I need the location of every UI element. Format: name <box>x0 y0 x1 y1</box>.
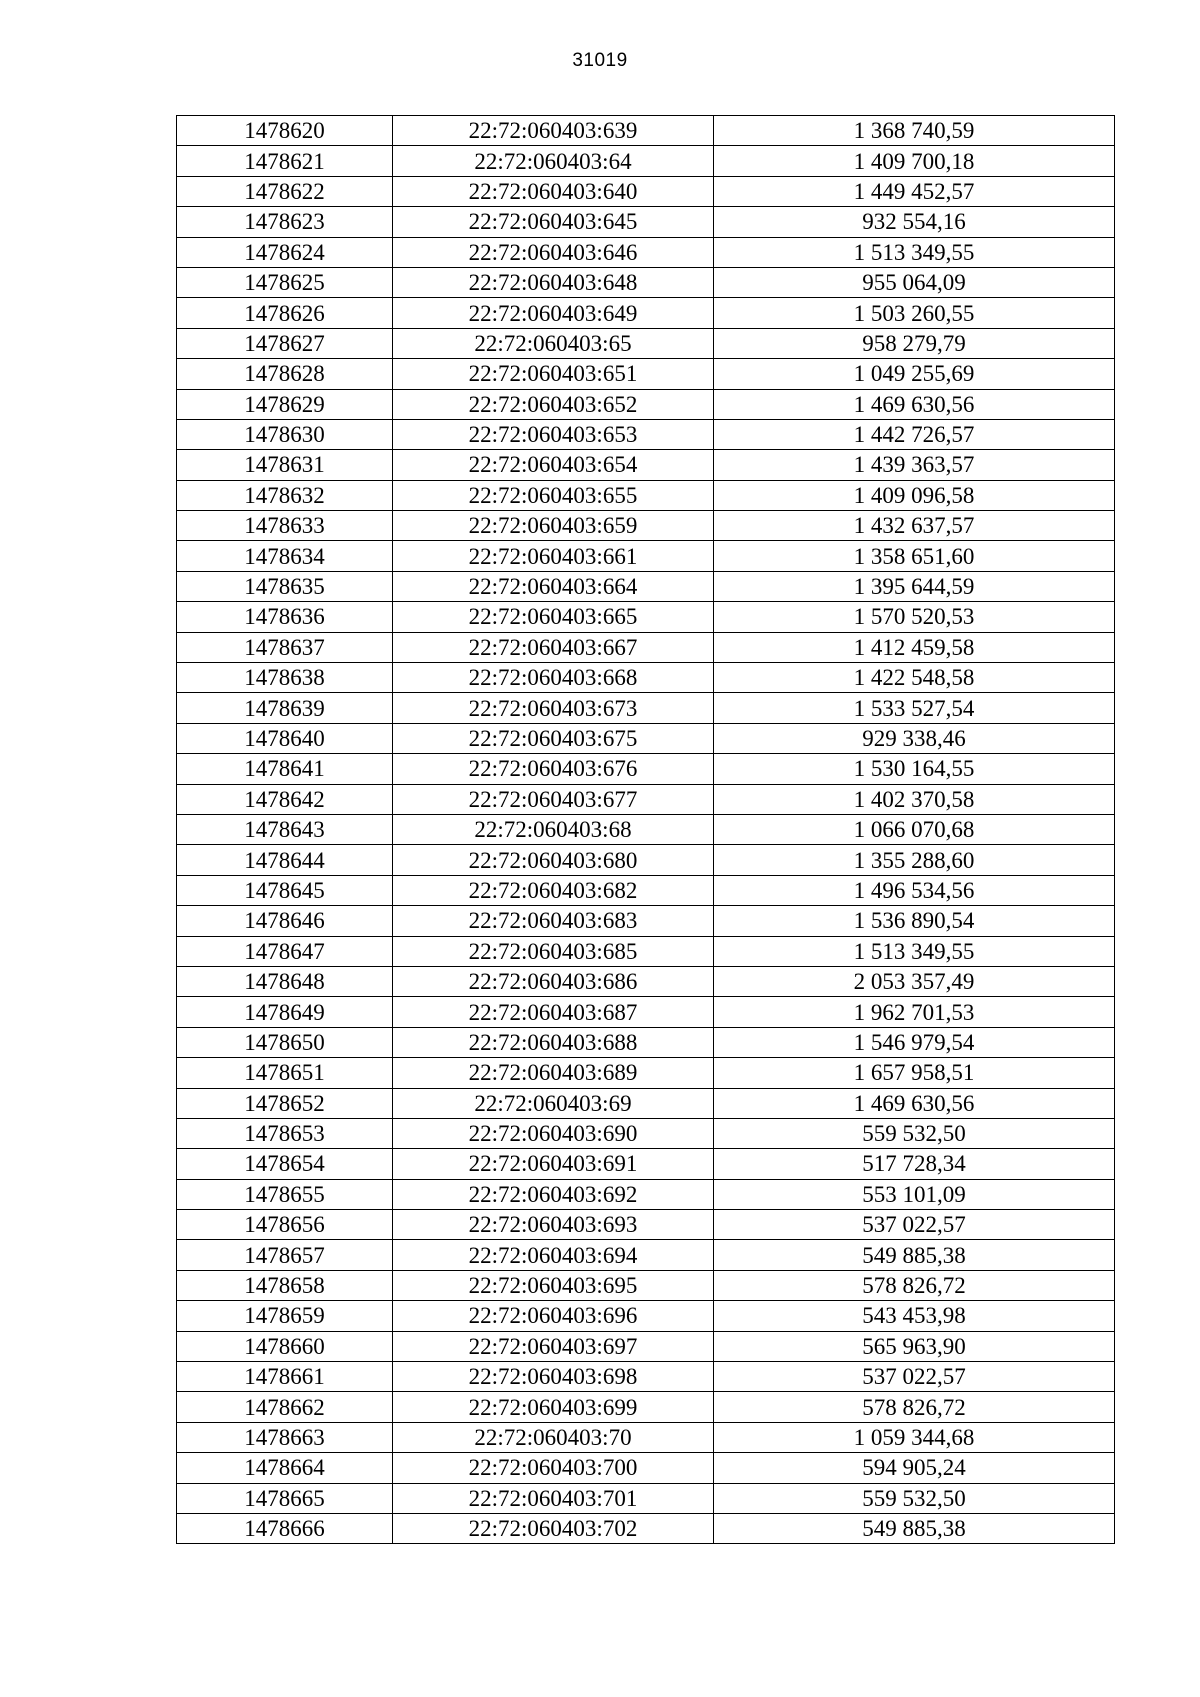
cadastral-number-cell: 22:72:060403:683 <box>393 906 714 936</box>
cadastral-number-cell: 22:72:060403:701 <box>393 1483 714 1513</box>
cadastral-number-cell: 22:72:060403:690 <box>393 1118 714 1148</box>
record-number-cell: 1478653 <box>177 1118 393 1148</box>
value-cell: 1 503 260,55 <box>714 298 1115 328</box>
value-cell: 549 885,38 <box>714 1240 1115 1270</box>
cadastral-number-cell: 22:72:060403:659 <box>393 511 714 541</box>
record-number-cell: 1478635 <box>177 571 393 601</box>
cadastral-number-cell: 22:72:060403:665 <box>393 602 714 632</box>
value-cell: 955 064,09 <box>714 267 1115 297</box>
cadastral-number-cell: 22:72:060403:698 <box>393 1362 714 1392</box>
table-row <box>177 784 1115 814</box>
cadastral-number-cell: 22:72:060403:675 <box>393 723 714 753</box>
record-number-cell: 1478638 <box>177 663 393 693</box>
record-number-cell: 1478643 <box>177 814 393 844</box>
record-number-cell: 1478655 <box>177 1179 393 1209</box>
record-number-cell: 1478647 <box>177 936 393 966</box>
cadastral-number-cell: 22:72:060403:68 <box>393 814 714 844</box>
cadastral-number-cell: 22:72:060403:648 <box>393 267 714 297</box>
value-cell: 932 554,16 <box>714 207 1115 237</box>
record-number-cell: 1478640 <box>177 723 393 753</box>
record-number-cell: 1478628 <box>177 359 393 389</box>
table-row <box>177 116 1115 146</box>
value-cell: 1 442 726,57 <box>714 419 1115 449</box>
cadastral-number-cell: 22:72:060403:64 <box>393 146 714 176</box>
table-row <box>177 906 1115 936</box>
table-row <box>177 814 1115 844</box>
record-number-cell: 1478656 <box>177 1210 393 1240</box>
cadastral-number-cell: 22:72:060403:693 <box>393 1210 714 1240</box>
value-cell: 1 402 370,58 <box>714 784 1115 814</box>
cadastral-number-cell: 22:72:060403:652 <box>393 389 714 419</box>
cadastral-number-cell: 22:72:060403:689 <box>393 1058 714 1088</box>
value-cell: 1 066 070,68 <box>714 814 1115 844</box>
cadastral-number-cell: 22:72:060403:692 <box>393 1179 714 1209</box>
value-cell: 537 022,57 <box>714 1362 1115 1392</box>
value-cell: 578 826,72 <box>714 1392 1115 1422</box>
table-row <box>177 997 1115 1027</box>
table-row <box>177 1453 1115 1483</box>
cadastral-number-cell: 22:72:060403:640 <box>393 176 714 206</box>
table-row <box>177 1058 1115 1088</box>
value-cell: 1 049 255,69 <box>714 359 1115 389</box>
record-number-cell: 1478629 <box>177 389 393 419</box>
table-row <box>177 1179 1115 1209</box>
value-cell: 1 962 701,53 <box>714 997 1115 1027</box>
table-row <box>177 936 1115 966</box>
data-table <box>176 115 1115 1544</box>
record-number-cell: 1478666 <box>177 1513 393 1543</box>
cadastral-number-cell: 22:72:060403:686 <box>393 966 714 996</box>
record-number-cell: 1478642 <box>177 784 393 814</box>
table-row <box>177 693 1115 723</box>
record-number-cell: 1478622 <box>177 176 393 206</box>
record-number-cell: 1478620 <box>177 116 393 146</box>
table-row <box>177 450 1115 480</box>
cadastral-number-cell: 22:72:060403:688 <box>393 1027 714 1057</box>
value-cell: 1 496 534,56 <box>714 875 1115 905</box>
value-cell: 1 358 651,60 <box>714 541 1115 571</box>
table-row <box>177 237 1115 267</box>
cadastral-number-cell: 22:72:060403:649 <box>393 298 714 328</box>
value-cell: 553 101,09 <box>714 1179 1115 1209</box>
cadastral-number-cell: 22:72:060403:668 <box>393 663 714 693</box>
value-cell: 543 453,98 <box>714 1301 1115 1331</box>
value-cell: 1 422 548,58 <box>714 663 1115 693</box>
record-number-cell: 1478651 <box>177 1058 393 1088</box>
table-row <box>177 1362 1115 1392</box>
table-row <box>177 571 1115 601</box>
table-row <box>177 754 1115 784</box>
cadastral-number-cell: 22:72:060403:682 <box>393 875 714 905</box>
table-row <box>177 480 1115 510</box>
record-number-cell: 1478632 <box>177 480 393 510</box>
table-row <box>177 602 1115 632</box>
cadastral-number-cell: 22:72:060403:653 <box>393 419 714 449</box>
record-number-cell: 1478657 <box>177 1240 393 1270</box>
value-cell: 1 395 644,59 <box>714 571 1115 601</box>
value-cell: 1 059 344,68 <box>714 1422 1115 1452</box>
cadastral-number-cell: 22:72:060403:664 <box>393 571 714 601</box>
record-number-cell: 1478649 <box>177 997 393 1027</box>
record-number-cell: 1478633 <box>177 511 393 541</box>
cadastral-number-cell: 22:72:060403:700 <box>393 1453 714 1483</box>
value-cell: 1 409 700,18 <box>714 146 1115 176</box>
record-number-cell: 1478659 <box>177 1301 393 1331</box>
table-row <box>177 1331 1115 1361</box>
record-number-cell: 1478650 <box>177 1027 393 1057</box>
value-cell: 1 469 630,56 <box>714 389 1115 419</box>
record-number-cell: 1478658 <box>177 1270 393 1300</box>
record-number-cell: 1478660 <box>177 1331 393 1361</box>
value-cell: 1 469 630,56 <box>714 1088 1115 1118</box>
record-number-cell: 1478652 <box>177 1088 393 1118</box>
table-row <box>177 845 1115 875</box>
value-cell: 958 279,79 <box>714 328 1115 358</box>
record-number-cell: 1478664 <box>177 1453 393 1483</box>
record-number-cell: 1478665 <box>177 1483 393 1513</box>
value-cell: 1 513 349,55 <box>714 237 1115 267</box>
table-row <box>177 1088 1115 1118</box>
record-number-cell: 1478630 <box>177 419 393 449</box>
table-row <box>177 663 1115 693</box>
table-row <box>177 419 1115 449</box>
record-number-cell: 1478634 <box>177 541 393 571</box>
table-row <box>177 723 1115 753</box>
table-row <box>177 146 1115 176</box>
cadastral-number-cell: 22:72:060403:654 <box>393 450 714 480</box>
value-cell: 559 532,50 <box>714 1118 1115 1148</box>
value-cell: 1 533 527,54 <box>714 693 1115 723</box>
cadastral-number-cell: 22:72:060403:695 <box>393 1270 714 1300</box>
value-cell: 565 963,90 <box>714 1331 1115 1361</box>
cadastral-number-cell: 22:72:060403:667 <box>393 632 714 662</box>
cadastral-number-cell: 22:72:060403:639 <box>393 116 714 146</box>
table-row <box>177 176 1115 206</box>
value-cell: 1 513 349,55 <box>714 936 1115 966</box>
cadastral-number-cell: 22:72:060403:699 <box>393 1392 714 1422</box>
record-number-cell: 1478623 <box>177 207 393 237</box>
cadastral-number-cell: 22:72:060403:691 <box>393 1149 714 1179</box>
record-number-cell: 1478626 <box>177 298 393 328</box>
table-row <box>177 359 1115 389</box>
table-row <box>177 1422 1115 1452</box>
value-cell: 549 885,38 <box>714 1513 1115 1543</box>
value-cell: 1 368 740,59 <box>714 116 1115 146</box>
value-cell: 1 412 459,58 <box>714 632 1115 662</box>
cadastral-number-cell: 22:72:060403:651 <box>393 359 714 389</box>
record-number-cell: 1478662 <box>177 1392 393 1422</box>
value-cell: 578 826,72 <box>714 1270 1115 1300</box>
cadastral-number-cell: 22:72:060403:673 <box>393 693 714 723</box>
page-number: 31019 <box>572 50 628 71</box>
value-cell: 1 536 890,54 <box>714 906 1115 936</box>
cadastral-number-cell: 22:72:060403:676 <box>393 754 714 784</box>
cadastral-number-cell: 22:72:060403:646 <box>393 237 714 267</box>
value-cell: 594 905,24 <box>714 1453 1115 1483</box>
value-cell: 1 439 363,57 <box>714 450 1115 480</box>
cadastral-number-cell: 22:72:060403:694 <box>393 1240 714 1270</box>
table-row <box>177 1270 1115 1300</box>
value-cell: 1 657 958,51 <box>714 1058 1115 1088</box>
record-number-cell: 1478644 <box>177 845 393 875</box>
table-body <box>177 116 1115 1544</box>
cadastral-number-cell: 22:72:060403:702 <box>393 1513 714 1543</box>
table-row <box>177 1513 1115 1543</box>
table-row <box>177 1483 1115 1513</box>
cadastral-number-cell: 22:72:060403:696 <box>393 1301 714 1331</box>
table-row <box>177 389 1115 419</box>
table-row <box>177 1301 1115 1331</box>
cadastral-number-cell: 22:72:060403:680 <box>393 845 714 875</box>
table-row <box>177 207 1115 237</box>
value-cell: 1 546 979,54 <box>714 1027 1115 1057</box>
value-cell: 1 570 520,53 <box>714 602 1115 632</box>
value-cell: 559 532,50 <box>714 1483 1115 1513</box>
cadastral-number-cell: 22:72:060403:685 <box>393 936 714 966</box>
record-number-cell: 1478621 <box>177 146 393 176</box>
record-number-cell: 1478637 <box>177 632 393 662</box>
table-row <box>177 541 1115 571</box>
value-cell: 2 053 357,49 <box>714 966 1115 996</box>
cadastral-number-cell: 22:72:060403:655 <box>393 480 714 510</box>
table-row <box>177 328 1115 358</box>
record-number-cell: 1478654 <box>177 1149 393 1179</box>
cadastral-number-cell: 22:72:060403:677 <box>393 784 714 814</box>
cadastral-number-cell: 22:72:060403:687 <box>393 997 714 1027</box>
table-row <box>177 267 1115 297</box>
record-number-cell: 1478641 <box>177 754 393 784</box>
table-row <box>177 1240 1115 1270</box>
value-cell: 1 530 164,55 <box>714 754 1115 784</box>
record-number-cell: 1478645 <box>177 875 393 905</box>
record-number-cell: 1478636 <box>177 602 393 632</box>
cadastral-number-cell: 22:72:060403:65 <box>393 328 714 358</box>
table-row <box>177 632 1115 662</box>
record-number-cell: 1478631 <box>177 450 393 480</box>
record-number-cell: 1478627 <box>177 328 393 358</box>
value-cell: 1 432 637,57 <box>714 511 1115 541</box>
table-row <box>177 1027 1115 1057</box>
cadastral-number-cell: 22:72:060403:661 <box>393 541 714 571</box>
value-cell: 517 728,34 <box>714 1149 1115 1179</box>
table-row <box>177 875 1115 905</box>
table-row <box>177 966 1115 996</box>
record-number-cell: 1478639 <box>177 693 393 723</box>
record-number-cell: 1478624 <box>177 237 393 267</box>
record-number-cell: 1478646 <box>177 906 393 936</box>
cadastral-number-cell: 22:72:060403:697 <box>393 1331 714 1361</box>
value-cell: 929 338,46 <box>714 723 1115 753</box>
cadastral-number-cell: 22:72:060403:69 <box>393 1088 714 1118</box>
record-number-cell: 1478648 <box>177 966 393 996</box>
value-cell: 1 355 288,60 <box>714 845 1115 875</box>
record-number-cell: 1478663 <box>177 1422 393 1452</box>
value-cell: 1 409 096,58 <box>714 480 1115 510</box>
table-row <box>177 1210 1115 1240</box>
cadastral-number-cell: 22:72:060403:645 <box>393 207 714 237</box>
table-row <box>177 511 1115 541</box>
table-row <box>177 298 1115 328</box>
value-cell: 537 022,57 <box>714 1210 1115 1240</box>
record-number-cell: 1478625 <box>177 267 393 297</box>
value-cell: 1 449 452,57 <box>714 176 1115 206</box>
table-row <box>177 1118 1115 1148</box>
cadastral-number-cell: 22:72:060403:70 <box>393 1422 714 1452</box>
table-row <box>177 1149 1115 1179</box>
record-number-cell: 1478661 <box>177 1362 393 1392</box>
table-row <box>177 1392 1115 1422</box>
